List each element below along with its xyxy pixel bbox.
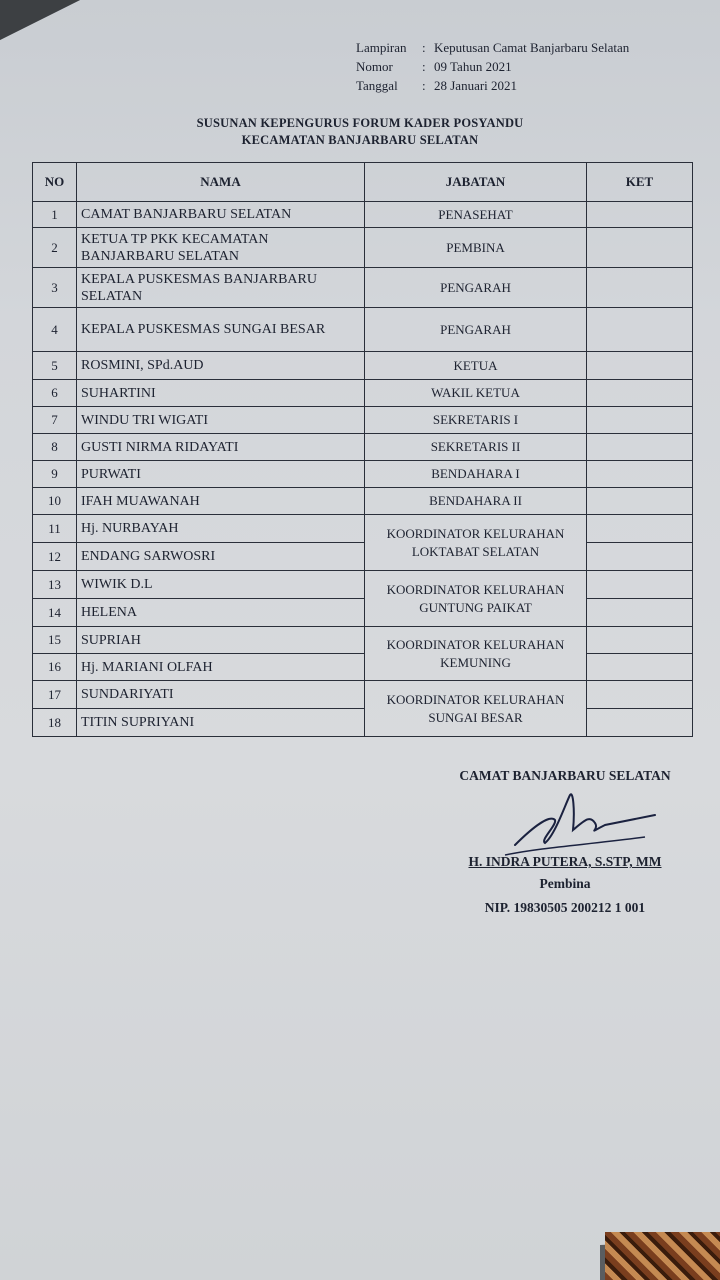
cell-no: 18 <box>33 709 77 737</box>
cell-ket <box>587 654 693 681</box>
cell-no: 9 <box>33 461 77 488</box>
cell-jabatan: SEKRETARIS I <box>365 407 587 434</box>
cell-no: 17 <box>33 681 77 709</box>
cell-jabatan: KOORDINATOR KELURAHAN SUNGAI BESAR <box>365 681 587 737</box>
cell-nama: KETUA TP PKK KECAMATAN BANJARBARU SELATAN <box>77 228 365 268</box>
cell-no: 4 <box>33 308 77 352</box>
table-row <box>33 228 693 268</box>
header-row-tanggal <box>356 76 629 95</box>
cell-ket <box>587 202 693 228</box>
cell-ket <box>587 488 693 515</box>
table-row <box>33 352 693 380</box>
cell-ket <box>587 571 693 599</box>
header-separator: : <box>422 40 426 55</box>
cell-nama: SUHARTINI <box>77 380 365 407</box>
header-row-lampiran <box>356 38 629 57</box>
cell-jabatan: KETUA <box>365 352 587 380</box>
cell-nama: IFAH MUAWANAH <box>77 488 365 515</box>
title-line-1: SUSUNAN KEPENGURUS FORUM KADER POSYANDU <box>196 116 524 130</box>
cell-no: 8 <box>33 434 77 461</box>
cell-jabatan: BENDAHARA II <box>365 488 587 515</box>
cell-nama: TITIN SUPRIYANI <box>77 709 365 737</box>
cell-no: 3 <box>33 268 77 308</box>
cell-nama: SUNDARIYATI <box>77 681 365 709</box>
cell-ket <box>587 228 693 268</box>
table-row <box>33 202 693 228</box>
cell-ket <box>587 407 693 434</box>
cell-ket <box>587 308 693 352</box>
table-row <box>33 380 693 407</box>
column-header-jabatan: JABATAN <box>365 163 587 202</box>
table-row <box>33 709 693 737</box>
cell-no: 12 <box>33 543 77 571</box>
cell-nama: KEPALA PUSKESMAS SUNGAI BESAR <box>77 308 365 352</box>
cell-no: 11 <box>33 515 77 543</box>
table-row <box>33 654 693 681</box>
cell-nama: HELENA <box>77 599 365 627</box>
cell-no: 13 <box>33 571 77 599</box>
cell-no: 5 <box>33 352 77 380</box>
table-row <box>33 407 693 434</box>
cell-nama: CAMAT BANJARBARU SELATAN <box>77 202 365 228</box>
table-row <box>33 571 693 599</box>
table-row <box>33 543 693 571</box>
header-label: Lampiran <box>356 40 407 55</box>
cell-ket <box>587 599 693 627</box>
cell-nama: ENDANG SARWOSRI <box>77 543 365 571</box>
cell-nama: GUSTI NIRMA RIDAYATI <box>77 434 365 461</box>
cell-ket <box>587 434 693 461</box>
table-row <box>33 308 693 352</box>
column-header-ket: KET <box>587 163 693 202</box>
column-header-nama: NAMA <box>77 163 365 202</box>
cell-jabatan: WAKIL KETUA <box>365 380 587 407</box>
header-label: Nomor <box>356 59 393 74</box>
cell-ket <box>587 543 693 571</box>
background-carpet <box>605 1232 720 1280</box>
table-row <box>33 681 693 709</box>
cell-no: 10 <box>33 488 77 515</box>
signatory-nip: NIP. 19830505 200212 1 001 <box>484 900 646 915</box>
title-line-2: KECAMATAN BANJARBARU SELATAN <box>241 133 479 147</box>
cell-nama: Hj. MARIANI OLFAH <box>77 654 365 681</box>
header-label: Tanggal <box>356 78 398 93</box>
signature-block <box>420 768 710 916</box>
cell-ket <box>587 627 693 654</box>
table-header-row <box>33 163 693 202</box>
table-row <box>33 268 693 308</box>
cell-no: 1 <box>33 202 77 228</box>
cell-no: 15 <box>33 627 77 654</box>
committee-table <box>32 162 693 737</box>
cell-ket <box>587 461 693 488</box>
header-value: 09 Tahun 2021 <box>434 59 512 74</box>
cell-nama: WIWIK D.L <box>77 571 365 599</box>
cell-no: 2 <box>33 228 77 268</box>
table-row <box>33 515 693 543</box>
cell-jabatan: PEMBINA <box>365 228 587 268</box>
cell-nama: PURWATI <box>77 461 365 488</box>
cell-nama: WINDU TRI WIGATI <box>77 407 365 434</box>
cell-jabatan: PENASEHAT <box>365 202 587 228</box>
cell-nama: ROSMINI, SPd.AUD <box>77 352 365 380</box>
cell-no: 16 <box>33 654 77 681</box>
signatory-name: H. INDRA PUTERA, S.STP, MM <box>468 854 662 869</box>
cell-nama: KEPALA PUSKESMAS BANJARBARU SELATAN <box>77 268 365 308</box>
cell-ket <box>587 352 693 380</box>
column-header-no: NO <box>33 163 77 202</box>
cell-no: 6 <box>33 380 77 407</box>
cell-jabatan: KOORDINATOR KELURAHAN GUNTUNG PAIKAT <box>365 571 587 627</box>
cell-jabatan: PENGARAH <box>365 268 587 308</box>
signature-office: CAMAT BANJARBARU SELATAN <box>459 768 671 783</box>
signatory-role: Pembina <box>539 876 591 891</box>
table-row <box>33 599 693 627</box>
header-separator: : <box>422 78 426 93</box>
cell-jabatan: PENGARAH <box>365 308 587 352</box>
table-row <box>33 434 693 461</box>
table-row <box>33 461 693 488</box>
cell-ket <box>587 380 693 407</box>
cell-nama: SUPRIAH <box>77 627 365 654</box>
cell-ket <box>587 268 693 308</box>
document-title <box>110 115 610 149</box>
header-value: Keputusan Camat Banjarbaru Selatan <box>434 40 630 55</box>
cell-nama: Hj. NURBAYAH <box>77 515 365 543</box>
table-row <box>33 627 693 654</box>
header-separator: : <box>422 59 426 74</box>
cell-ket <box>587 709 693 737</box>
header-value: 28 Januari 2021 <box>434 78 518 93</box>
cell-jabatan: KOORDINATOR KELURAHAN KEMUNING <box>365 627 587 681</box>
cell-ket <box>587 515 693 543</box>
cell-jabatan: KOORDINATOR KELURAHAN LOKTABAT SELATAN <box>365 515 587 571</box>
cell-jabatan: SEKRETARIS II <box>365 434 587 461</box>
attachment-header <box>356 38 629 95</box>
table-row <box>33 488 693 515</box>
header-row-nomor <box>356 57 629 76</box>
cell-ket <box>587 681 693 709</box>
cell-no: 7 <box>33 407 77 434</box>
cell-jabatan: BENDAHARA I <box>365 461 587 488</box>
cell-no: 14 <box>33 599 77 627</box>
